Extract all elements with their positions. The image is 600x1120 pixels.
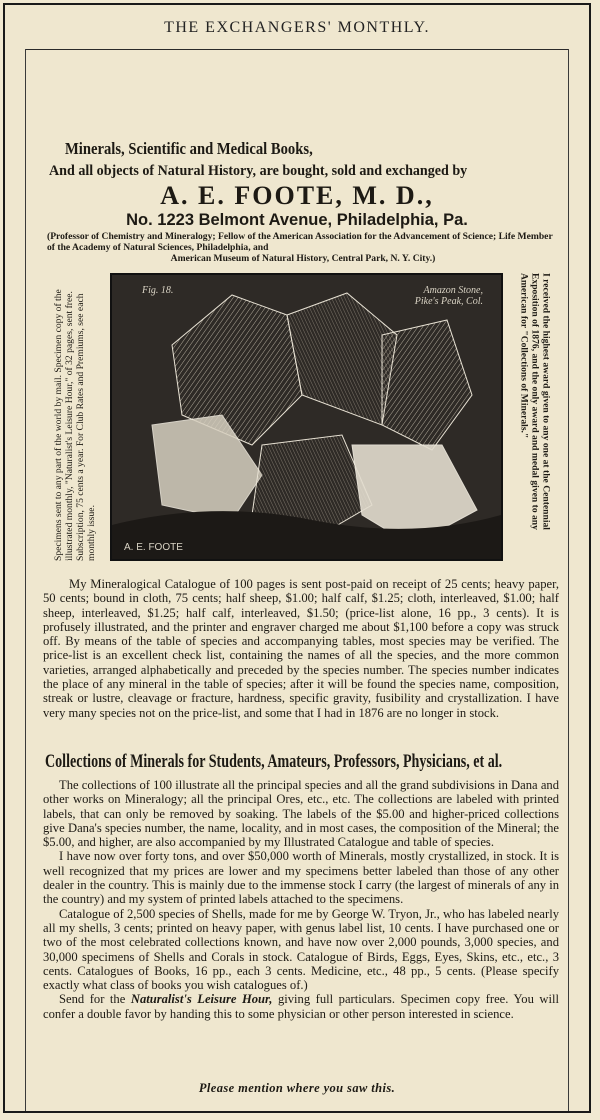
catalog-paragraph-block bbox=[43, 577, 559, 720]
send-for-text: Send for the bbox=[59, 992, 131, 1007]
mineral-engraving bbox=[110, 273, 503, 561]
advertiser-name: A. E. FOOTE, M. D., bbox=[160, 181, 434, 210]
engraving-caption-right-line-1: Amazon Stone, bbox=[423, 285, 483, 296]
side-note-right-text: I received the highest award given to any one at the Centennial Exposition of 1876, and the only award and medal given to any American for "Collections of Minerals." bbox=[518, 273, 552, 530]
mention-line: Please mention where you saw this. bbox=[198, 1081, 396, 1095]
specimen-copy-text: giving full particulars. Specimen copy free. You will confer a double favor by handing this to some physician or other person interested in science. bbox=[43, 992, 559, 1021]
collections-paragraph-2: I have now over forty tons, and over $50,000 worth of Minerals, mostly crystallized, in stock. It is well recognized that my prices are lower and my specimens better labeled than those of any other dealer in the country. This is mainly due to the immense stock I carry (the largest of minerals of any in the country) and my system of printed labels attached to the specimens. bbox=[43, 849, 559, 907]
credentials-line-2: American Museum of Natural History, Central Park, N. Y. City.) bbox=[170, 253, 436, 264]
advertiser-address: No. 1223 Belmont Avenue, Philadelphia, Pa. bbox=[126, 211, 468, 229]
collections-paragraph-3: Catalogue of 2,500 species of Shells, made for me by George W. Tryon, Jr., who has labeled nearly all my shells, 3 cents; printed on heavy paper, with genus label list, 10 cents. I have purchased one or two of the most celebrated collections known, and have now over 2,000 pounds, 3,000 species, and 30,000 specimens of Shells and Corals in stock. Catalogue of Birds, Eggs, Eyes, Skins, etc., etc., 3 cents. Catalogues of Books, 16 pp., each 3 cents. Medicine, etc., 48 pp., 5 cents. (Please specify exactly what class of books you wish catalogues of.) bbox=[43, 906, 559, 993]
engraving-caption-right bbox=[415, 285, 483, 307]
publication-title: Naturalist's Leisure Hour, bbox=[130, 992, 273, 1007]
engraving-caption-left: Fig. 18. bbox=[142, 285, 174, 296]
section-heading: Collections of Minerals for Students, Amateurs, Professors, Physicians, et al. bbox=[45, 751, 503, 772]
running-head: THE EXCHANGERS' MONTHLY. bbox=[164, 19, 430, 36]
engraving-signature: A. E. FOOTE bbox=[124, 542, 183, 553]
page-frame bbox=[3, 3, 591, 1113]
engraving-caption-right-line-2: Pike's Peak, Col. bbox=[414, 296, 483, 307]
advertiser-credentials bbox=[47, 231, 559, 264]
collections-paragraph-1: The collections of 100 illustrate all the principal species and all the grand subdivisions in Dana and other works on Mineralogy; all the principal Ores, etc., etc. The collections are labeled with printed labels, that can only be removed by soaking. The labels of the $5.00 and higher-priced collections give Dana's species number, the name, locality, and in most cases, the composition of the Mineral; the $5.00, and higher, are also accompanied by my Illustrated Catalogue and table of species. bbox=[43, 778, 559, 850]
credentials-line-1: (Professor of Chemistry and Mineralogy; Fellow of the American Association for the Advancement of Science; Life Member of the Academy of Natural Sciences, Philadelphia, and bbox=[47, 231, 553, 253]
ad-subheadline: And all objects of Natural History, are bought, sold and exchanged by bbox=[49, 163, 468, 179]
engraving-image bbox=[112, 275, 501, 559]
ad-headline: Minerals, Scientific and Medical Books, bbox=[65, 139, 313, 158]
collections-paragraph-4 bbox=[43, 992, 559, 1021]
catalog-paragraph: My Mineralogical Catalogue of 100 pages is sent post-paid on receipt of 25 cents; heavy paper, 50 cents; bound in cloth, 75 cents; half sheep, $1.00; half calf, $1.25; cloth, interleaved, $1.00; half sheep, interleaved, $1.25; half calf, interleaved, $1.50; (price-list alone, 16 pp., 3 cents). It is profusely illustrated, and the printer and engraver charged me about $1,100 before a copy was struck off. By means of the table of species and accompanying tables, most species may be verified. The price-list is an excellent check list, containing the names of all the species, and the more common varieties, arranged alphabetically and preceded by the species number. The species number indicates the place of any mineral in the table of species; after it will be found the species name, composition, streak or lustre, cleavage or fracture, hardness, specific gravity, fusibility and crystallization. I have very many species not on the price-list, and some that I had in 1876 are no longer in stock. bbox=[43, 577, 559, 720]
header-rule bbox=[25, 49, 569, 50]
side-note-left-text: Specimens sent to any part of the world by mail. Specimen copy of the illustrated monthly, "Naturalist's Leisure Hour," of 32 pages, sent free. Subscription, 75 cents a year. For Club Rates and Premiums, see each monthly issue. bbox=[53, 289, 97, 561]
collections-text bbox=[43, 778, 559, 1021]
